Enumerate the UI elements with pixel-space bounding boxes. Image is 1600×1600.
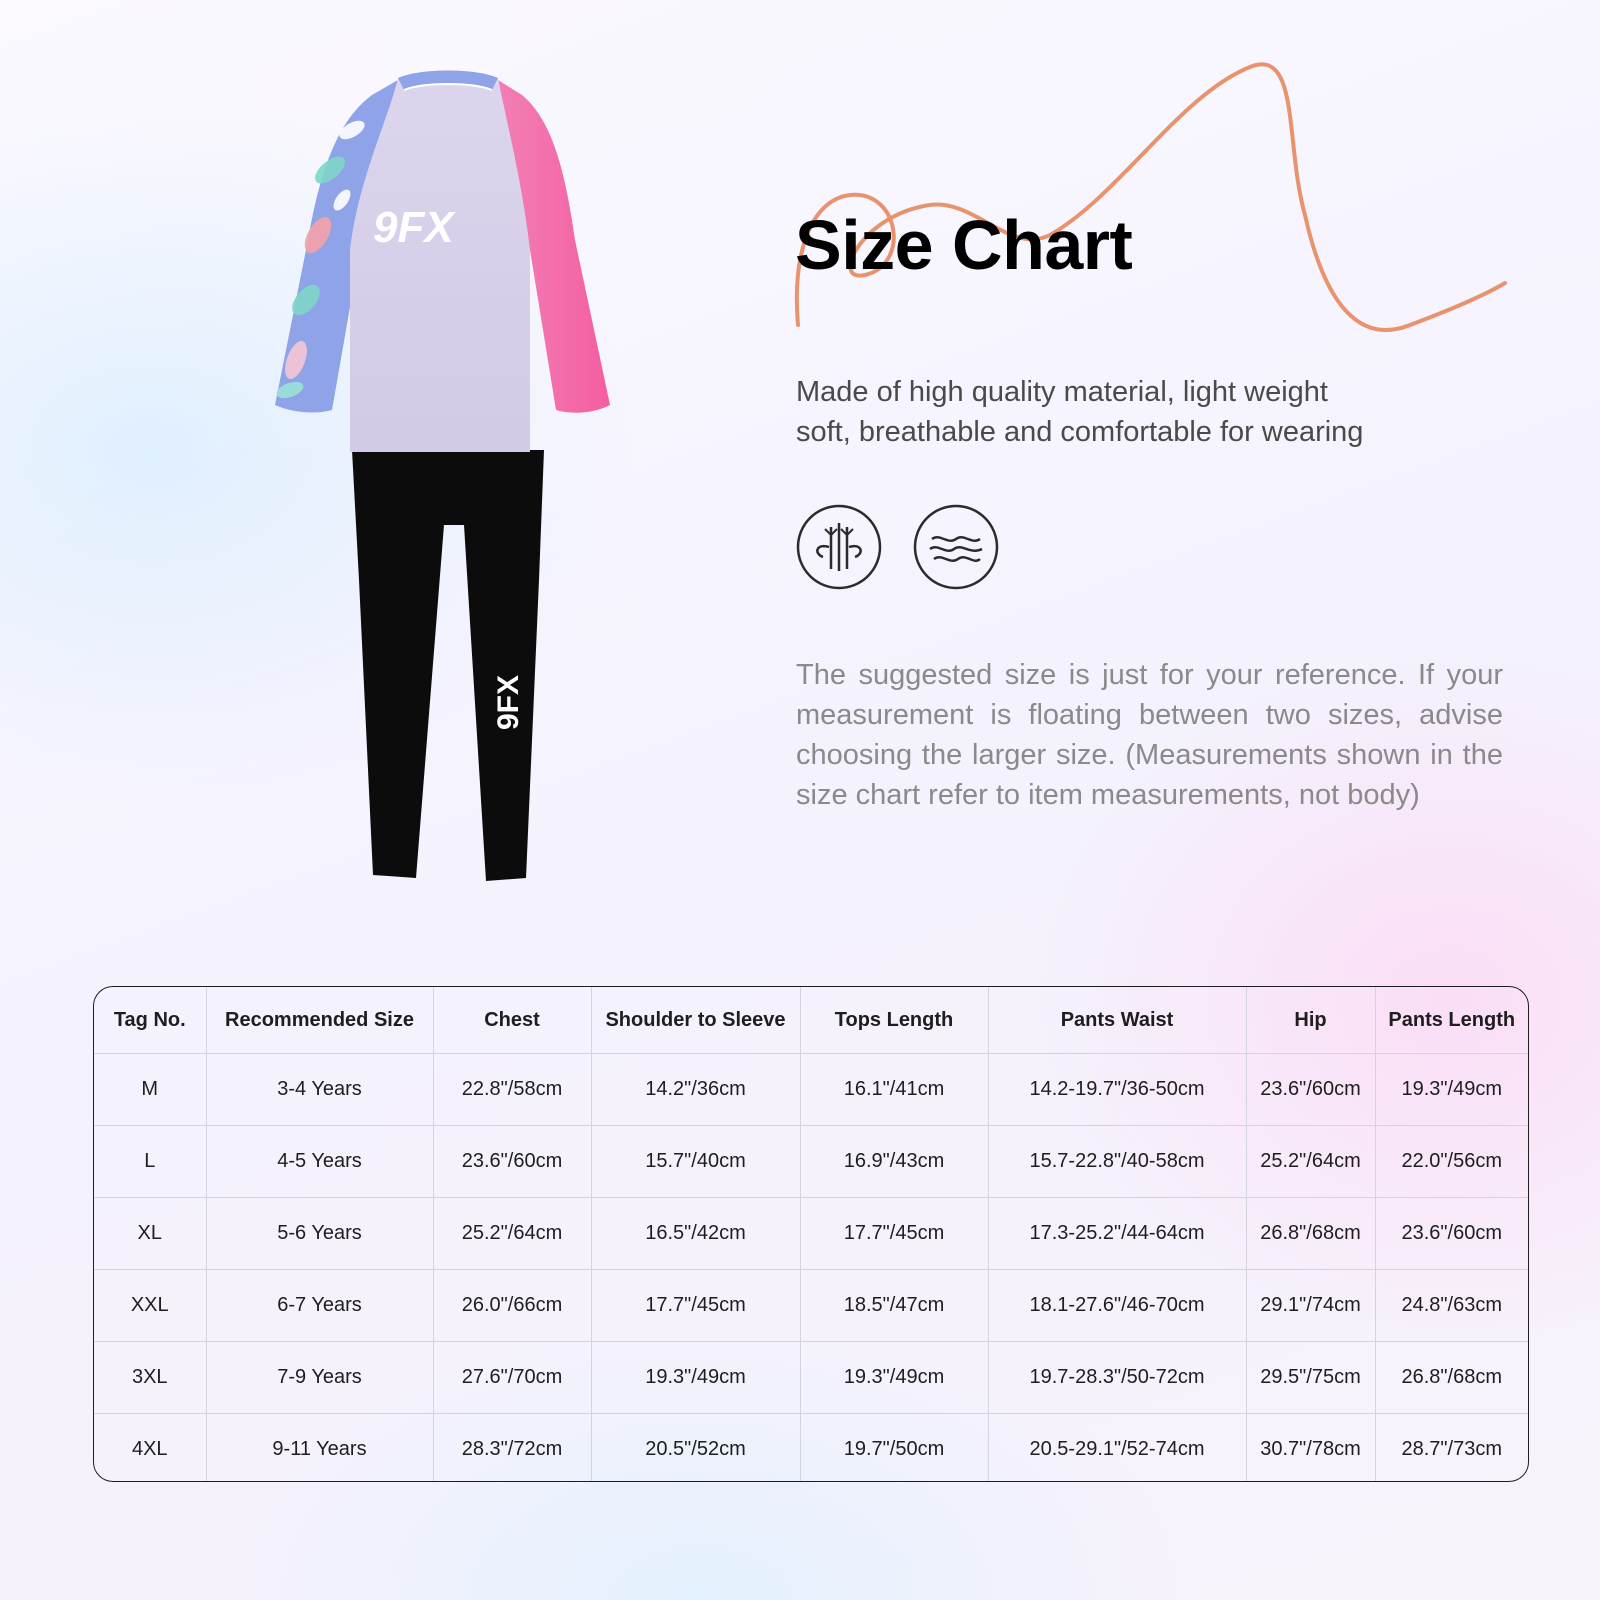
table-cell: 19.7"/50cm: [800, 1414, 988, 1483]
page-title: Size Chart: [795, 206, 1133, 284]
col-header-tag-no: Tag No.: [94, 987, 206, 1054]
table-cell: 17.7"/45cm: [800, 1198, 988, 1270]
table-cell: 19.3"/49cm: [800, 1342, 988, 1414]
table-cell: 4-5 Years: [206, 1126, 433, 1198]
table-cell: 7-9 Years: [206, 1342, 433, 1414]
table-cell: 19.7-28.3"/50-72cm: [988, 1342, 1246, 1414]
table-cell: 29.1"/74cm: [1246, 1270, 1375, 1342]
table-cell: 3XL: [94, 1342, 206, 1414]
table-cell: 26.0"/66cm: [433, 1270, 591, 1342]
product-description: [796, 372, 1436, 452]
table-cell: 23.6"/60cm: [433, 1126, 591, 1198]
table-cell: 17.3-25.2"/44-64cm: [988, 1198, 1246, 1270]
table-cell: 28.7"/73cm: [1401, 1438, 1502, 1460]
table-header-row: [94, 987, 1528, 1054]
table-cell: 17.7"/45cm: [591, 1270, 800, 1342]
col-header-hip: Hip: [1246, 987, 1375, 1054]
table-cell: 30.7"/78cm: [1246, 1414, 1375, 1483]
table-cell: 15.7"/40cm: [591, 1126, 800, 1198]
table-cell: 27.6"/70cm: [433, 1342, 591, 1414]
table-cell: 16.9"/43cm: [800, 1126, 988, 1198]
table-cell: 19.3"/49cm: [591, 1342, 800, 1414]
table-cell: 14.2-19.7"/36-50cm: [988, 1054, 1246, 1126]
chest-logo: 9FX: [373, 203, 454, 252]
table-row: [94, 1342, 1528, 1414]
table-cell: 29.5"/75cm: [1246, 1342, 1375, 1414]
col-header-pants-waist: Pants Waist: [988, 987, 1246, 1054]
col-header-recommended-size: Recommended Size: [206, 987, 433, 1054]
table-cell: 22.8"/58cm: [433, 1054, 591, 1126]
table-cell: XL: [94, 1198, 206, 1270]
table-cell: 28.3"/72cm: [433, 1414, 591, 1483]
table-cell: XXL: [94, 1270, 206, 1342]
table-row: [94, 1198, 1528, 1270]
size-chart-table: [93, 986, 1529, 1482]
table-cell: L: [94, 1126, 206, 1198]
table-row: [94, 1054, 1528, 1126]
table-cell: 26.8"/68cm: [1246, 1198, 1375, 1270]
col-header-shoulder-to-sleeve: Shoulder to Sleeve: [591, 987, 800, 1054]
table-cell: M: [94, 1054, 206, 1126]
table-cell: 19.3"/49cm: [1375, 1054, 1528, 1126]
table-cell: 9-11 Years: [206, 1414, 433, 1483]
table-cell: 23.6"/60cm: [1246, 1054, 1375, 1126]
table-cell: 20.5"/52cm: [591, 1414, 800, 1483]
table-cell: 5-6 Years: [206, 1198, 433, 1270]
table-cell: 25.2"/64cm: [1246, 1126, 1375, 1198]
table-row: [94, 1126, 1528, 1198]
breathable-icon: [795, 503, 883, 591]
table-cell: 3-4 Years: [206, 1054, 433, 1126]
table-cell: 16.5"/42cm: [591, 1198, 800, 1270]
product-image: [260, 60, 640, 890]
col-header-chest: Chest: [433, 987, 591, 1054]
table-cell: 14.2"/36cm: [591, 1054, 800, 1126]
table-cell: 18.1-27.6"/46-70cm: [988, 1270, 1246, 1342]
pants: [352, 450, 544, 881]
col-header-pants-length: Pants Length: [1375, 987, 1528, 1054]
sizing-note: The suggested size is just for your reference. If your measurement is floating between two sizes, advise choosing the larger size. (Measurements shown in the size chart refer to item measurements, not body): [796, 659, 1503, 811]
table-cell: 23.6"/60cm: [1375, 1198, 1528, 1270]
table-cell: 18.5"/47cm: [800, 1270, 988, 1342]
table-cell: 24.8"/63cm: [1375, 1270, 1528, 1342]
pants-logo: 9FX: [492, 674, 525, 730]
table-cell: 20.5-29.1"/52-74cm: [988, 1414, 1246, 1483]
table-row: [94, 1270, 1528, 1342]
table-cell: 25.2"/64cm: [433, 1198, 591, 1270]
table-cell: 15.7-22.8"/40-58cm: [988, 1126, 1246, 1198]
table-cell: 26.8"/68cm: [1375, 1342, 1528, 1414]
quick-dry-waves-icon: [912, 503, 1000, 591]
table-cell: 16.1"/41cm: [800, 1054, 988, 1126]
table-cell: 22.0"/56cm: [1375, 1126, 1528, 1198]
table-row: [94, 1414, 1528, 1483]
col-header-tops-length: Tops Length: [800, 987, 988, 1054]
description-line: soft, breathable and comfortable for wearing: [796, 416, 1364, 448]
decorative-squiggle: [780, 55, 1520, 345]
description-line: Made of high quality material, light weight: [796, 376, 1328, 408]
table-cell: 6-7 Years: [206, 1270, 433, 1342]
table-cell: 4XL: [94, 1414, 206, 1483]
